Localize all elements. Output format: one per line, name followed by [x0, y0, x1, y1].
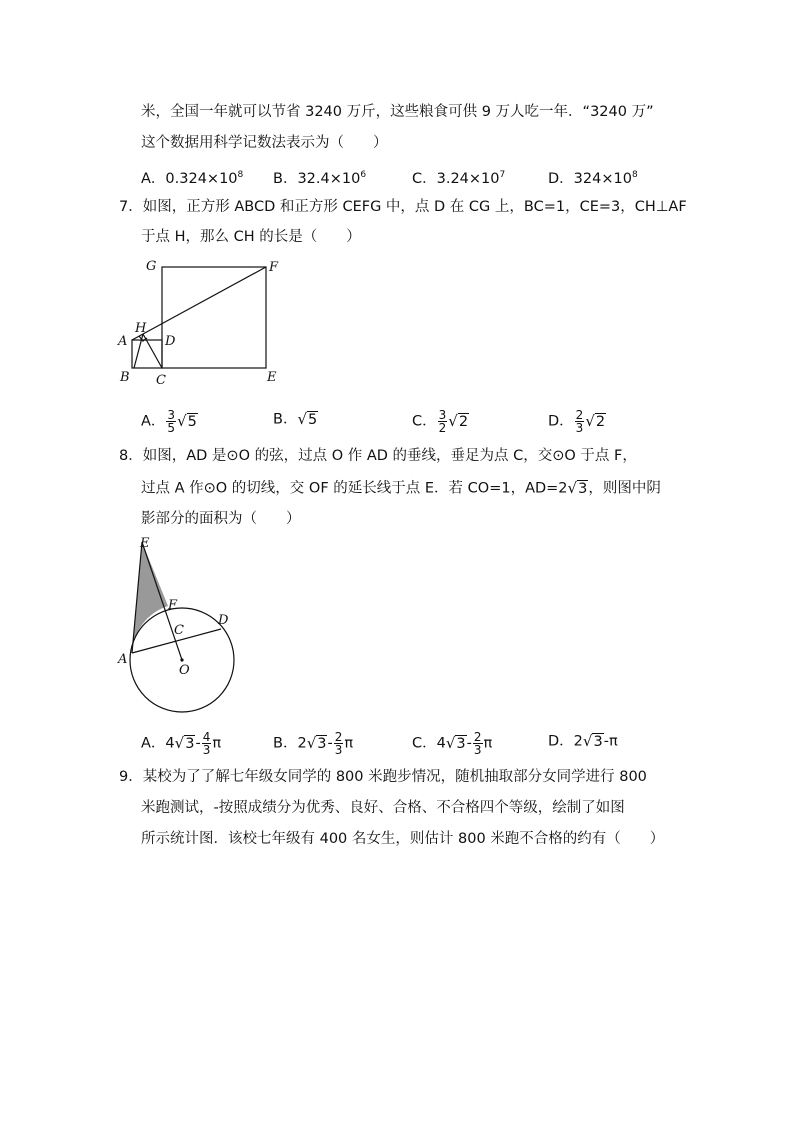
label-e: E [267, 370, 277, 385]
q8-figure [112, 532, 252, 717]
q6-option-c: C．$3.24\times 10^7$ [412, 170, 506, 187]
label-g: G [146, 259, 157, 274]
square-abcd [132, 340, 162, 368]
q7-option-d: D． $\frac{2}{3}$ √2 [548, 408, 606, 435]
q7-figure [112, 250, 292, 390]
q6-option-a: A．$0.324\times 10^8$ [141, 170, 244, 187]
q9-text-line2: 米跑测试，-按照成绩分为优秀、良好、合格、不合格四个等级，绘制了如图 [141, 800, 625, 816]
label-o: O [179, 663, 190, 678]
q8-text-line2: 过点 A 作⊙O 的切线，交 OF 的延长线于点 E．若 CO=1，AD=2√3，则图中阴 [141, 479, 661, 497]
label-a: A [118, 334, 128, 349]
line-af [132, 267, 266, 340]
label-d: D [165, 334, 176, 349]
label-h: H [135, 321, 147, 336]
label-e: E [140, 536, 150, 551]
square-cefg [162, 267, 266, 368]
q8-text-line3: 影部分的面积为（ ） [141, 511, 301, 527]
q8-option-c: C．4√3- $\frac{2}{3}$ π [412, 730, 493, 757]
q8-option-a: A．4√3- $\frac{4}{3}$ π [141, 730, 222, 757]
center-o [180, 658, 183, 661]
q7-text-line2: 于点 H，那么 CH 的长是（ ） [141, 229, 361, 245]
label-d: D [218, 613, 229, 628]
label-c: C [174, 623, 184, 638]
q6-option-d: D．$324\times 10^8$ [548, 170, 638, 187]
q8-option-b: B．2√3- $\frac{2}{3}$ π [273, 730, 354, 757]
label-f: F [168, 598, 178, 613]
q7-option-b: B．√5 [273, 410, 318, 428]
q8-option-d: D．2√3-π [548, 732, 618, 750]
q6-option-b: B．$32.4\times 10^6$ [273, 170, 367, 187]
label-c: C [156, 373, 166, 388]
q6-text-line1: 米，全国一年就可以节省 3240 万斤，这些粮食可供 9 万人吃一年．“3240 万” [141, 104, 654, 120]
q7-option-c: C． $\frac{3}{2}$ √2 [412, 408, 469, 435]
label-f: F [269, 260, 279, 275]
q6-text-line2: 这个数据用科学记数法表示为（ ） [141, 135, 388, 151]
label-a: A [118, 652, 128, 667]
q7-text-line1: 7．如图，正方形 ABCD 和正方形 CEFG 中，点 D 在 CG 上，BC=1，CE=3，CH⊥AF [119, 199, 687, 215]
label-b: B [120, 370, 130, 385]
q7-option-a: A． $\frac{3}{5}$ √5 [141, 408, 197, 435]
q9-text-line3: 所示统计图．该校七年级有 400 名女生，则估计 800 米跑不合格的约有（ ） [141, 831, 665, 847]
q8-text-line1: 8．如图，AD 是⊙O 的弦，过点 O 作 AD 的垂线，垂足为点 C，交⊙O 于点 F， [119, 448, 637, 464]
q9-text-line1: 9．某校为了了解七年级女同学的 800 米跑步情况，随机抽取部分女同学进行 800 [119, 769, 647, 785]
